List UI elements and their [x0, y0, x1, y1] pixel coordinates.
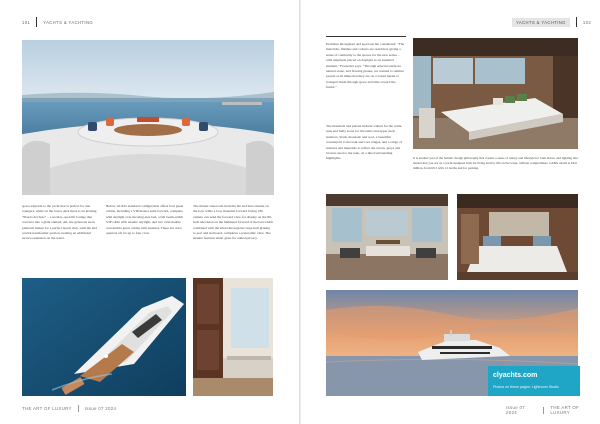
left-page-header [22, 17, 93, 27]
header-divider [576, 17, 577, 27]
galley-interior-photo [193, 278, 273, 396]
right-footer [506, 405, 600, 415]
footer-divider [78, 405, 79, 412]
column-rule [326, 36, 406, 37]
issue-label: Issue 07 2024 [506, 405, 525, 415]
photo-credit: Photos on these pages: Lightroom Studio [493, 385, 559, 389]
left-footer [22, 405, 116, 412]
footer-divider [543, 407, 544, 414]
website-link[interactable]: clyachts.com [493, 372, 538, 379]
left-body-column-3: The master stateroom includes his and hers ensuite on the bow while a bow mounted forward facing 180 camera can send the forward view for display on the 80-inch television on the bulkhead forward of the bed which combined with the smart through the large hull glazing to port and starboard, completes a panoramic view. The ensuite features smart glass for added privacy. [193, 204, 273, 241]
right-body-mid: The materials and palette include walnut for the walls, teak and Sully stone for the stairs and upper deck interiors. Stark, monastic and cool, a beautiful counterpart to the teak and cool ranges, and a range of textures and materials to reflect the waves, greys and browns used to the teak, on a lined surrounding highlights. [326, 124, 403, 161]
photo-caption: It is another part of the holistic design philosophy that creates a sense of luxury and lifestyle for both indoor and lighting that instant that you are on a yacht designed both for living and for life on the water, without compromises. GL86s retails at €6.6 million, from €6.5 with 12 berths and for parking. [413, 156, 578, 170]
right-page-number: 102 [582, 19, 592, 25]
yacht-aerial-photo [22, 278, 186, 396]
guest-cabin-photo [457, 194, 578, 280]
right-page-header [512, 17, 591, 27]
magazine-title: THE ART OF LUXURY [550, 405, 580, 415]
left-section-label: YACHTS & YACHTING [43, 19, 94, 25]
left-body-column-2: Below, GL8d's standard configuration offers four guest cabins, including a VIP master suite forward, complete with skylight over the king-size bed, a full beam-width VIP cabin with ensuite daylight, and two twin/double convertible guest cabins with ensuites. There are crew quarters aft for up to four crew. [106, 204, 184, 236]
page-gutter [299, 0, 301, 424]
issue-label: Issue 07 2024 [84, 406, 117, 411]
aft-deck-lounge-photo [22, 40, 274, 195]
main-saloon-photo [326, 194, 448, 280]
header-divider [36, 17, 37, 27]
right-body-top: Promises throughout and spacious but considered: "The materials, finishes and colours are restricted, giving a sense of continuity to the spaces for the new series – with emphasis placed on daylight as an essential element," Frauscher says. "Through selected surfaces, natural stone, and flowing planes, we wanted to remind people at all times that they are on a vessel meant to transport them through space and time toward the future." [326, 42, 405, 90]
right-section-label: YACHTS & YACHTING [512, 18, 570, 27]
left-page-number: 101 [22, 19, 31, 25]
left-body-column-1: space adjacent to the yacht that is perfect for sun loungers, while on the lower deck there is an inviting "Piazza del Sole" – a secular, open lift lounge that converts into a giant sunbed. Aft, the generous stern platform makes for a perfect beach club, with the 2nd central transformer portion creating an additional terrace extension on the water. [22, 204, 98, 241]
magazine-title: THE ART OF LUXURY [22, 406, 72, 411]
master-cabin-photo [413, 38, 578, 149]
website-credit-box [488, 366, 580, 396]
